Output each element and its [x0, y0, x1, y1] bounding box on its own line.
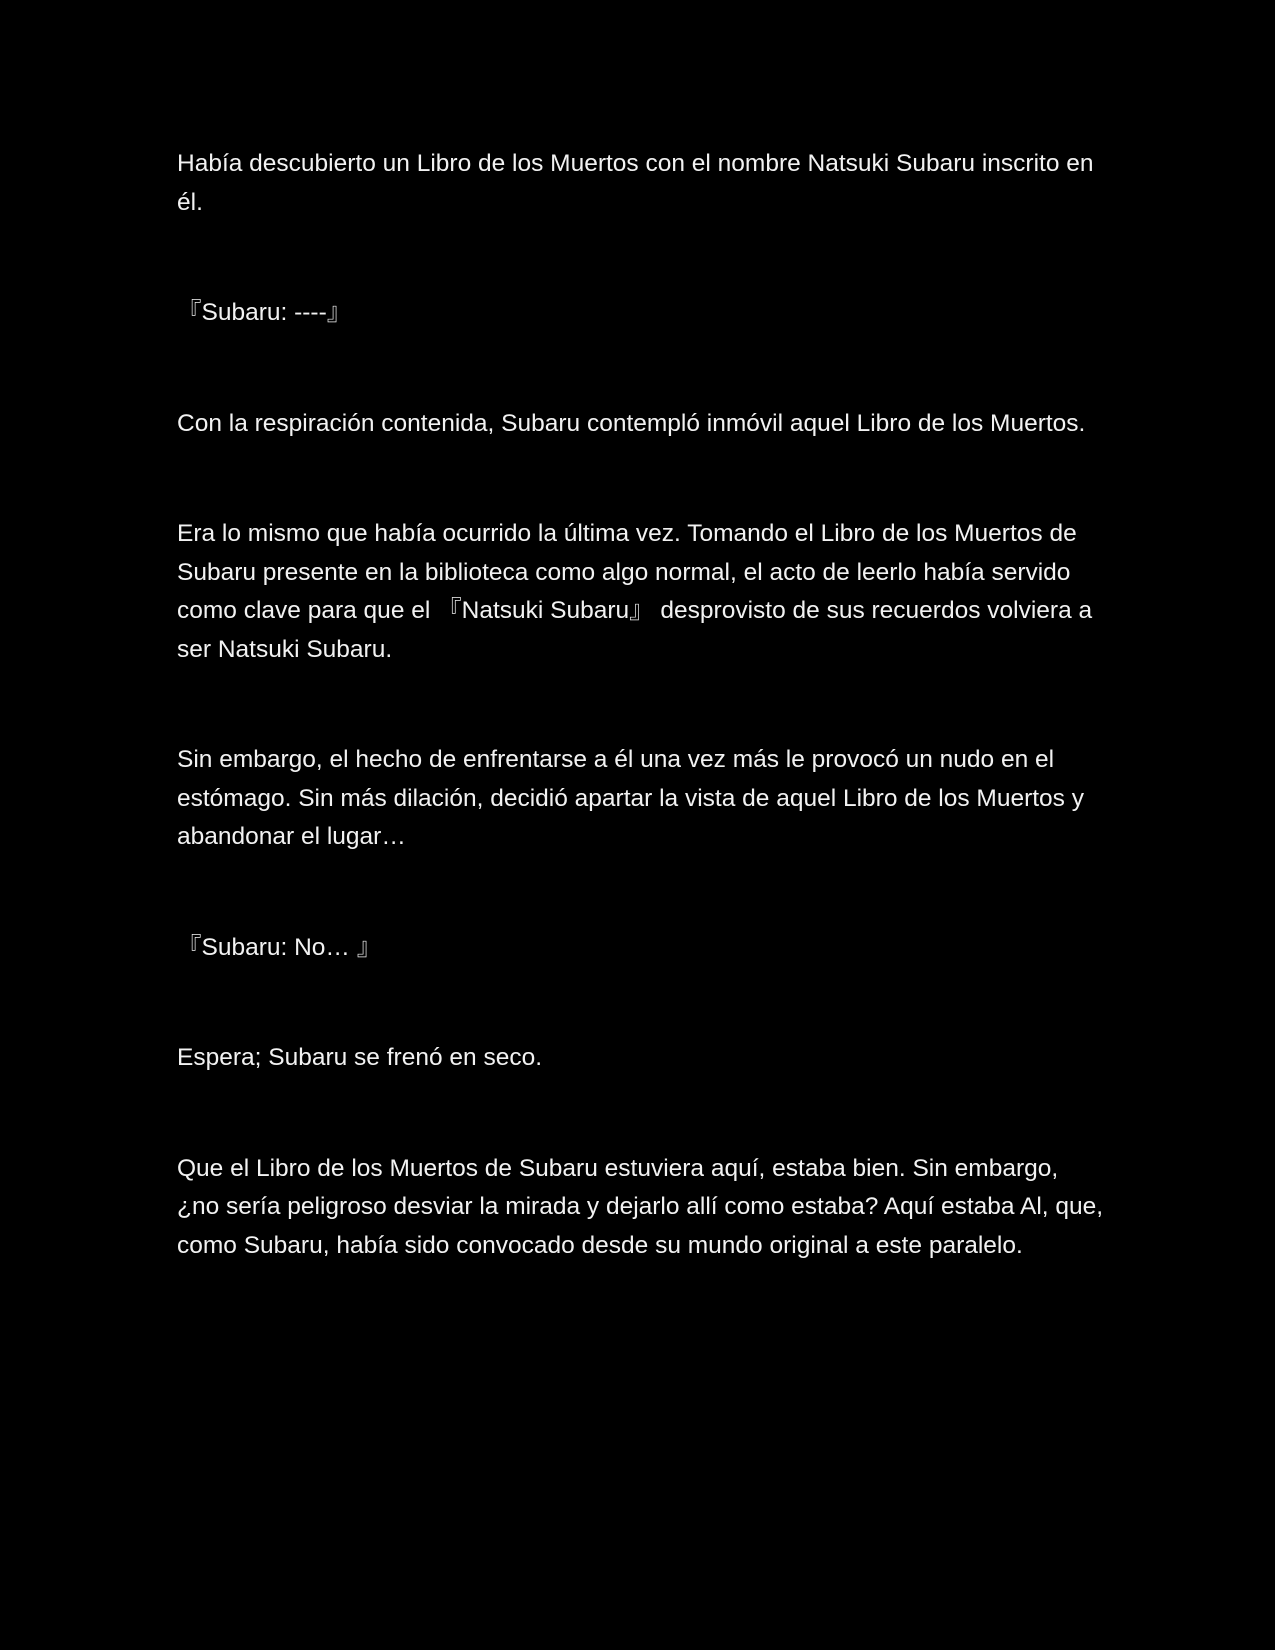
paragraph-4: Sin embargo, el hecho de enfrentarse a él una vez más le provocó un nudo en el estómago. Sin más dilación, decidió apartar la vista de aquel Libro de los Muertos y abandonar el lugar…	[177, 746, 1084, 850]
paragraph-2: Con la respiración contenida, Subaru contempló inmóvil aquel Libro de los Muertos.	[177, 409, 1086, 437]
paragraph-6: Que el Libro de los Muertos de Subaru estuviera aquí, estaba bien. Sin embargo, ¿no sería peligroso desviar la mirada y dejarlo allí como estaba? Aquí estaba Al, que, como Subaru, había sido convocado desde su mundo original a este paralelo.	[177, 1154, 1104, 1259]
document-body	[177, 145, 1107, 1337]
paragraph-3: Era lo mismo que había ocurrido la última vez. Tomando el Libro de los Muertos de Subaru presente en la biblioteca como algo normal, el acto de leerlo había servido como clave para que el 『Natsuki Subaru』 desprovisto de sus recuerdos volviera a ser Natsuki Subaru.	[177, 520, 1093, 663]
dialogue-line-1: 『Subaru: ----』	[177, 299, 352, 326]
paragraph-5: Espera; Subaru se frenó en seco.	[177, 1044, 542, 1071]
dialogue-line-2: 『Subaru: No… 』	[177, 933, 382, 961]
paragraph-1: Había descubierto un Libro de los Muertos con el nombre Natsuki Subaru inscrito en él.	[177, 150, 1094, 216]
